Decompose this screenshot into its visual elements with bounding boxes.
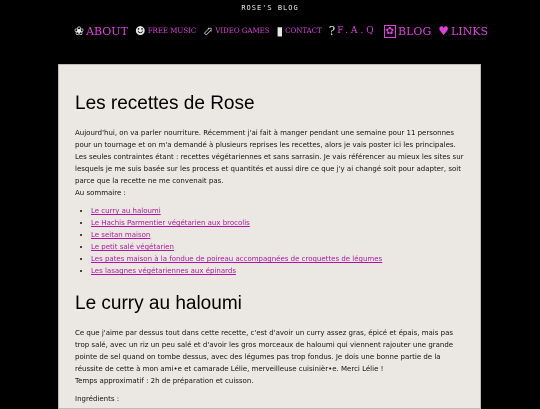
nav-about[interactable]: [74, 24, 128, 38]
section-title: Le curry au haloumi: [75, 293, 242, 314]
nav-faq-label: F.A.Q: [337, 26, 377, 36]
nav-free-music-label: FREE MUSIC: [147, 26, 197, 35]
heart-icon: ♥: [438, 24, 449, 38]
summary-link-pates[interactable]: Les pates maison à la fondue de poireau accompagnées de croquettes de légumes: [91, 255, 383, 263]
nav-free-music[interactable]: [135, 24, 196, 38]
skull-icon: ☻: [134, 24, 146, 38]
summary-link-seitan[interactable]: Le seitan maison: [91, 231, 151, 239]
list-item: [91, 229, 464, 241]
summary-label: Au sommaire :: [75, 189, 126, 197]
nav-about-label: ABOUT: [86, 24, 128, 38]
nav-links-label: LINKS: [451, 24, 489, 38]
summary-link-lasagnes[interactable]: Les lasagnes végétariennes aux épinards: [91, 267, 236, 275]
list-item: [91, 265, 464, 277]
list-item: [91, 241, 464, 253]
summary-list: [75, 205, 464, 277]
article-intro: Aujourd'hui, on va parler nourriture. Récemment j'ai fait à manger pendant une semaine pour 11 personnes pour un tournage et on m'a demandé à plusieurs reprises les recettes, alors je vais poster ici les principales. Les seules contraintes étant : recettes végétariennes et sans sarrasin. Je vais référencer au mieux les sites sur lesquels je me suis basée sur les process et quantités et aussi dire ce que j'y ai changé soit pour adapter, soit parce que la recette ne me convenait pas.: [75, 129, 464, 185]
section-text: Ce que j'aime par dessus tout dans cette recette, c'est d'avoir un curry assez gras, épicé et épais, mais pas trop salé, avec un riz un peu salé et d'avoir les gros morceaux de haloumi qui viennent rajouter une grande pointe de sel quand on tombe dessus, avec des légumes pas trop fondus. Je dois une bonne partie de la réussite de cette à mon ami•e et camarade Lélie, merveilleuse cuisinièr•e. Merci Lélie !: [75, 329, 454, 373]
phone-icon: ▮: [276, 24, 284, 38]
list-item: [91, 253, 464, 265]
question-icon: ?: [328, 24, 336, 38]
summary-link-curry[interactable]: Le curry au haloumi: [91, 207, 161, 215]
main-nav: [74, 20, 489, 42]
nav-blog-label: BLOG: [398, 24, 432, 38]
nav-contact[interactable]: [277, 24, 322, 38]
nav-video-games-label: VIDEO GAMES: [215, 26, 270, 35]
flower-box-icon: ✿: [385, 25, 395, 37]
cursor-icon: ⬀: [203, 24, 214, 38]
nav-contact-label: CONTACT: [285, 26, 322, 35]
site-title: ROSE'S BLOG: [241, 4, 299, 12]
ingredients-label: Ingrédients :: [75, 395, 120, 403]
article-title: Les recettes de Rose: [75, 93, 255, 114]
summary-link-hachis[interactable]: Le Hachis Parmentier végétarien aux brocolis: [91, 219, 250, 227]
nav-links[interactable]: [438, 24, 488, 38]
nav-video-games[interactable]: [203, 24, 269, 38]
prep-time: Temps approximatif : 2h de préparation et cuisson.: [75, 377, 254, 385]
nav-blog[interactable]: [384, 25, 432, 38]
list-item: [91, 217, 464, 229]
flower-icon: ❀: [74, 24, 85, 38]
list-item: [91, 205, 464, 217]
nav-faq[interactable]: [329, 24, 377, 38]
summary-link-petit-sale[interactable]: Le petit salé végétarien: [91, 243, 174, 251]
article-panel: [58, 64, 481, 409]
